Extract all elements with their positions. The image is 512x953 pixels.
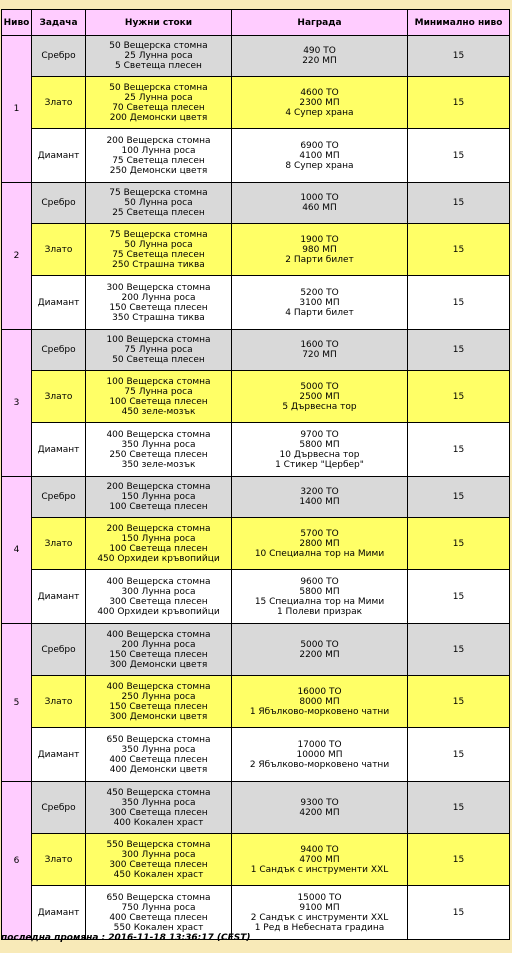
reward-cell-line: 9300 ТО [300, 797, 339, 808]
goods-cell-line: 150 Светеща плесен [109, 649, 208, 660]
min-level-cell: 15 [408, 77, 510, 129]
goods-cell-line: 70 Светеща плесен [112, 102, 205, 113]
table-row [2, 77, 510, 129]
goods-cell-line: 400 Кокален храст [113, 817, 204, 828]
goods-cell-line: 75 Светеща плесен [112, 155, 205, 166]
goods-cell-line: 300 Светеща плесен [109, 596, 208, 607]
task-cell: Сребро [32, 183, 86, 224]
table-row [2, 330, 510, 371]
reward-cell-line: 4200 МП [299, 807, 340, 818]
level-number-cell: 2 [2, 183, 32, 330]
goods-cell-line: 25 Лунна роса [124, 92, 193, 103]
reward-cell [232, 834, 408, 886]
reward-cell-line: 4700 МП [299, 854, 340, 865]
task-cell: Диамант [32, 886, 86, 940]
task-cell: Диамант [32, 423, 86, 477]
header-task: Задача [32, 10, 86, 36]
goods-cell-line: 200 Вещерска стомна [106, 135, 211, 146]
min-level-cell: 15 [408, 518, 510, 570]
reward-cell-line: 4100 МП [299, 150, 340, 161]
goods-cell-line: 50 Вещерска стомна [109, 82, 208, 93]
header-row [2, 10, 510, 36]
reward-cell [232, 624, 408, 676]
min-level-cell: 15 [408, 276, 510, 330]
reward-cell [232, 477, 408, 518]
reward-cell-line: 1 Стикер "Цербер" [275, 459, 364, 470]
reward-cell-line: 10 Дървесна тор [279, 449, 360, 460]
goods-cell-line: 200 Вещерска стомна [106, 523, 211, 534]
goods-cell-line: 650 Вещерска стомна [106, 892, 211, 903]
min-level-cell: 15 [408, 728, 510, 782]
reward-cell-line: 720 МП [302, 350, 337, 360]
goods-cell [86, 477, 232, 518]
goods-cell-line: 450 Орхидеи кръвопийци [97, 553, 220, 564]
task-cell: Сребро [32, 330, 86, 371]
goods-cell [86, 518, 232, 570]
reward-cell [232, 224, 408, 276]
reward-cell-line: 2 Ябълково-морковено чатни [249, 759, 390, 770]
task-cell: Злато [32, 371, 86, 423]
reward-cell-line: 460 МП [302, 203, 337, 213]
task-cell: Сребро [32, 782, 86, 834]
goods-cell [86, 183, 232, 224]
last-modified: последна промяна : 2016-11-18 13:36:17 (CEST) [1, 933, 251, 943]
min-level-cell: 15 [408, 570, 510, 624]
reward-cell-line: 1 Ред в Небесната градина [254, 922, 385, 933]
min-level-cell: 15 [408, 423, 510, 477]
reward-cell-line: 1400 МП [299, 497, 340, 507]
reward-cell [232, 886, 408, 940]
reward-cell [232, 676, 408, 728]
table-row [2, 624, 510, 676]
goods-cell-line: 450 зеле-мозък [121, 406, 196, 417]
goods-cell-line: 650 Вещерска стомна [106, 734, 211, 745]
goods-cell-line: 25 Лунна роса [124, 51, 193, 61]
task-cell: Диамант [32, 728, 86, 782]
goods-cell-line: 25 Светеща плесен [112, 208, 205, 218]
reward-cell-line: 4 Парти билет [285, 307, 354, 318]
table-row [2, 224, 510, 276]
min-level-cell: 15 [408, 834, 510, 886]
task-cell: Диамант [32, 129, 86, 183]
goods-cell-line: 400 Орхидеи кръвопийци [97, 606, 220, 617]
goods-cell [86, 224, 232, 276]
reward-cell-line: 10000 МП [296, 749, 343, 760]
goods-cell-line: 300 Лунна роса [121, 849, 196, 860]
min-level-cell: 15 [408, 782, 510, 834]
goods-cell-line: 100 Лунна роса [121, 145, 196, 156]
goods-cell-line: 200 Лунна роса [121, 639, 196, 650]
reward-cell-line: 1600 ТО [300, 340, 339, 350]
reward-cell-line: 2 Парти билет [285, 254, 354, 265]
reward-cell-line: 3100 МП [299, 297, 340, 308]
task-cell: Сребро [32, 624, 86, 676]
task-cell: Злато [32, 224, 86, 276]
reward-cell-line: 2500 МП [299, 391, 340, 402]
reward-cell-line: 1 Ябълково-морковено чатни [249, 706, 390, 717]
task-cell: Сребро [32, 477, 86, 518]
level-number-cell: 5 [2, 624, 32, 782]
goods-cell-line: 550 Кокален храст [113, 922, 204, 933]
reward-cell-line: 5800 МП [299, 439, 340, 450]
goods-cell-line: 300 Светеща плесен [109, 859, 208, 870]
goods-cell-line: 50 Лунна роса [124, 239, 193, 250]
reward-cell-line: 4 Супер храна [285, 107, 354, 118]
goods-cell-line: 250 Светеща плесен [109, 449, 208, 460]
header-reward: Награда [232, 10, 408, 36]
reward-cell-line: 5700 ТО [300, 528, 339, 539]
reward-cell-line: 1900 ТО [300, 234, 339, 245]
table-row [2, 570, 510, 624]
reward-cell-line: 15 Специална тор на Мими [254, 596, 385, 607]
goods-cell-line: 75 Вещерска стомна [109, 229, 208, 240]
goods-cell-line: 450 Кокален храст [113, 869, 204, 880]
goods-cell-line: 400 Вещерска стомна [106, 681, 211, 692]
reward-cell [232, 129, 408, 183]
goods-cell-line: 100 Светеща плесен [109, 396, 208, 407]
reward-cell [232, 36, 408, 77]
table-row [2, 782, 510, 834]
table-row [2, 183, 510, 224]
reward-cell-line: 2200 МП [299, 649, 340, 660]
reward-cell-line: 490 ТО [303, 46, 336, 56]
goods-cell-line: 250 Демонски цветя [109, 165, 208, 176]
goods-cell-line: 50 Лунна роса [124, 198, 193, 208]
goods-cell-line: 350 Страшна тиква [112, 312, 205, 323]
task-cell: Сребро [32, 36, 86, 77]
goods-cell-line: 200 Лунна роса [121, 292, 196, 303]
task-cell: Диамант [32, 276, 86, 330]
reward-cell-line: 2300 МП [299, 97, 340, 108]
reward-cell-line: 9400 ТО [300, 844, 339, 855]
goods-cell-line: 75 Вещерска стомна [109, 188, 208, 198]
goods-cell [86, 371, 232, 423]
goods-cell [86, 782, 232, 834]
level-number-cell: 4 [2, 477, 32, 624]
reward-cell [232, 330, 408, 371]
goods-cell-line: 5 Светеща плесен [115, 61, 202, 71]
goods-cell-line: 50 Вещерска стомна [109, 41, 208, 51]
min-level-cell: 15 [408, 477, 510, 518]
goods-cell-line: 100 Светеща плесен [109, 502, 208, 512]
reward-cell [232, 276, 408, 330]
goods-cell-line: 100 Светеща плесен [109, 543, 208, 554]
table-row [2, 518, 510, 570]
goods-cell-line: 150 Лунна роса [121, 533, 196, 544]
min-level-cell: 15 [408, 886, 510, 940]
goods-cell-line: 250 Лунна роса [121, 691, 196, 702]
table-row [2, 423, 510, 477]
reward-cell-line: 6900 ТО [300, 140, 339, 151]
goods-cell-line: 200 Вещерска стомна [106, 482, 211, 492]
goods-cell-line: 400 Светеща плесен [109, 754, 208, 765]
min-level-cell: 15 [408, 676, 510, 728]
goods-cell-line: 150 Лунна роса [121, 492, 196, 502]
goods-cell [86, 570, 232, 624]
table-row [2, 886, 510, 940]
goods-cell [86, 423, 232, 477]
table-body [2, 36, 510, 940]
goods-cell-line: 75 Светеща плесен [112, 249, 205, 260]
goods-cell [86, 624, 232, 676]
reward-cell-line: 3200 ТО [300, 487, 339, 497]
goods-cell-line: 75 Лунна роса [124, 345, 193, 355]
reward-cell-line: 8000 МП [299, 696, 340, 707]
min-level-cell: 15 [408, 183, 510, 224]
goods-cell-line: 250 Страшна тиква [112, 259, 205, 270]
reward-cell-line: 2800 МП [299, 538, 340, 549]
header-level: Ниво [2, 10, 32, 36]
task-cell: Диамант [32, 570, 86, 624]
task-cell: Злато [32, 518, 86, 570]
goods-cell-line: 350 Лунна роса [121, 744, 196, 755]
table-row [2, 477, 510, 518]
min-level-cell: 15 [408, 129, 510, 183]
goods-cell-line: 550 Вещерска стомна [106, 839, 211, 850]
table-row [2, 728, 510, 782]
goods-cell [86, 330, 232, 371]
goods-cell-line: 50 Светеща плесен [112, 355, 205, 365]
reward-cell-line: 5800 МП [299, 586, 340, 597]
table-row [2, 676, 510, 728]
min-level-cell: 15 [408, 36, 510, 77]
reward-cell [232, 570, 408, 624]
level-number-cell: 6 [2, 782, 32, 940]
reward-cell-line: 9700 ТО [300, 429, 339, 440]
reward-cell-line: 220 МП [302, 56, 337, 66]
goods-cell-line: 150 Светеща плесен [109, 701, 208, 712]
table-row [2, 371, 510, 423]
reward-cell-line: 5000 ТО [300, 639, 339, 650]
reward-cell-line: 4600 ТО [300, 87, 339, 98]
reward-cell [232, 77, 408, 129]
header-min-level: Минимално ниво [408, 10, 510, 36]
reward-cell-line: 1 Сандък с инструменти XXL [250, 864, 389, 875]
goods-cell-line: 300 Вещерска стомна [106, 282, 211, 293]
level-number-cell: 1 [2, 36, 32, 183]
reward-cell-line: 17000 ТО [297, 739, 342, 750]
reward-cell [232, 518, 408, 570]
table-row [2, 129, 510, 183]
reward-cell-line: 15000 ТО [297, 892, 342, 903]
goods-cell-line: 100 Вещерска стомна [106, 335, 211, 345]
table-row [2, 834, 510, 886]
goods-cell-line: 100 Вещерска стомна [106, 376, 211, 387]
reward-cell [232, 782, 408, 834]
goods-cell-line: 75 Лунна роса [124, 386, 193, 397]
rewards-table [1, 9, 510, 940]
reward-cell [232, 423, 408, 477]
goods-cell-line: 300 Демонски цветя [109, 711, 208, 722]
reward-cell [232, 183, 408, 224]
goods-cell-line: 400 Светеща плесен [109, 912, 208, 923]
goods-cell [86, 676, 232, 728]
reward-cell-line: 2 Сандък с инструменти XXL [250, 912, 389, 923]
reward-cell-line: 10 Специална тор на Мими [254, 548, 385, 559]
goods-cell-line: 300 Демонски цветя [109, 659, 208, 670]
reward-cell-line: 16000 ТО [297, 686, 342, 697]
goods-cell-line: 350 зеле-мозък [121, 459, 196, 470]
goods-cell-line: 300 Светеща плесен [109, 807, 208, 818]
goods-cell-line: 400 Вещерска стомна [106, 429, 211, 440]
table-row [2, 36, 510, 77]
goods-cell [86, 36, 232, 77]
goods-cell [86, 834, 232, 886]
reward-cell-line: 5200 ТО [300, 287, 339, 298]
min-level-cell: 15 [408, 624, 510, 676]
goods-cell [86, 728, 232, 782]
goods-cell-line: 400 Вещерска стомна [106, 576, 211, 587]
reward-cell [232, 371, 408, 423]
goods-cell-line: 750 Лунна роса [121, 902, 196, 913]
goods-cell-line: 300 Лунна роса [121, 586, 196, 597]
min-level-cell: 15 [408, 330, 510, 371]
reward-cell-line: 1000 ТО [300, 193, 339, 203]
goods-cell [86, 77, 232, 129]
min-level-cell: 15 [408, 371, 510, 423]
reward-cell-line: 9100 МП [299, 902, 340, 913]
goods-cell-line: 450 Вещерска стомна [106, 787, 211, 798]
task-cell: Злато [32, 834, 86, 886]
reward-cell-line: 8 Супер храна [285, 160, 354, 171]
reward-cell-line: 1 Полеви призрак [276, 606, 363, 617]
goods-cell [86, 129, 232, 183]
goods-cell-line: 350 Лунна роса [121, 439, 196, 450]
min-level-cell: 15 [408, 224, 510, 276]
goods-cell-line: 200 Демонски цветя [109, 112, 208, 123]
reward-cell-line: 5000 ТО [300, 381, 339, 392]
reward-cell-line: 980 МП [302, 244, 337, 255]
reward-cell-line: 5 Дървесна тор [282, 401, 357, 412]
task-cell: Злато [32, 77, 86, 129]
goods-cell-line: 150 Светеща плесен [109, 302, 208, 313]
table-row [2, 276, 510, 330]
goods-cell [86, 886, 232, 940]
goods-cell [86, 276, 232, 330]
goods-cell-line: 400 Вещерска стомна [106, 629, 211, 640]
task-cell: Злато [32, 676, 86, 728]
reward-cell-line: 9600 ТО [300, 576, 339, 587]
reward-cell [232, 728, 408, 782]
goods-cell-line: 400 Демонски цветя [109, 764, 208, 775]
goods-cell-line: 350 Лунна роса [121, 797, 196, 808]
header-goods: Нужни стоки [86, 10, 232, 36]
level-number-cell: 3 [2, 330, 32, 477]
